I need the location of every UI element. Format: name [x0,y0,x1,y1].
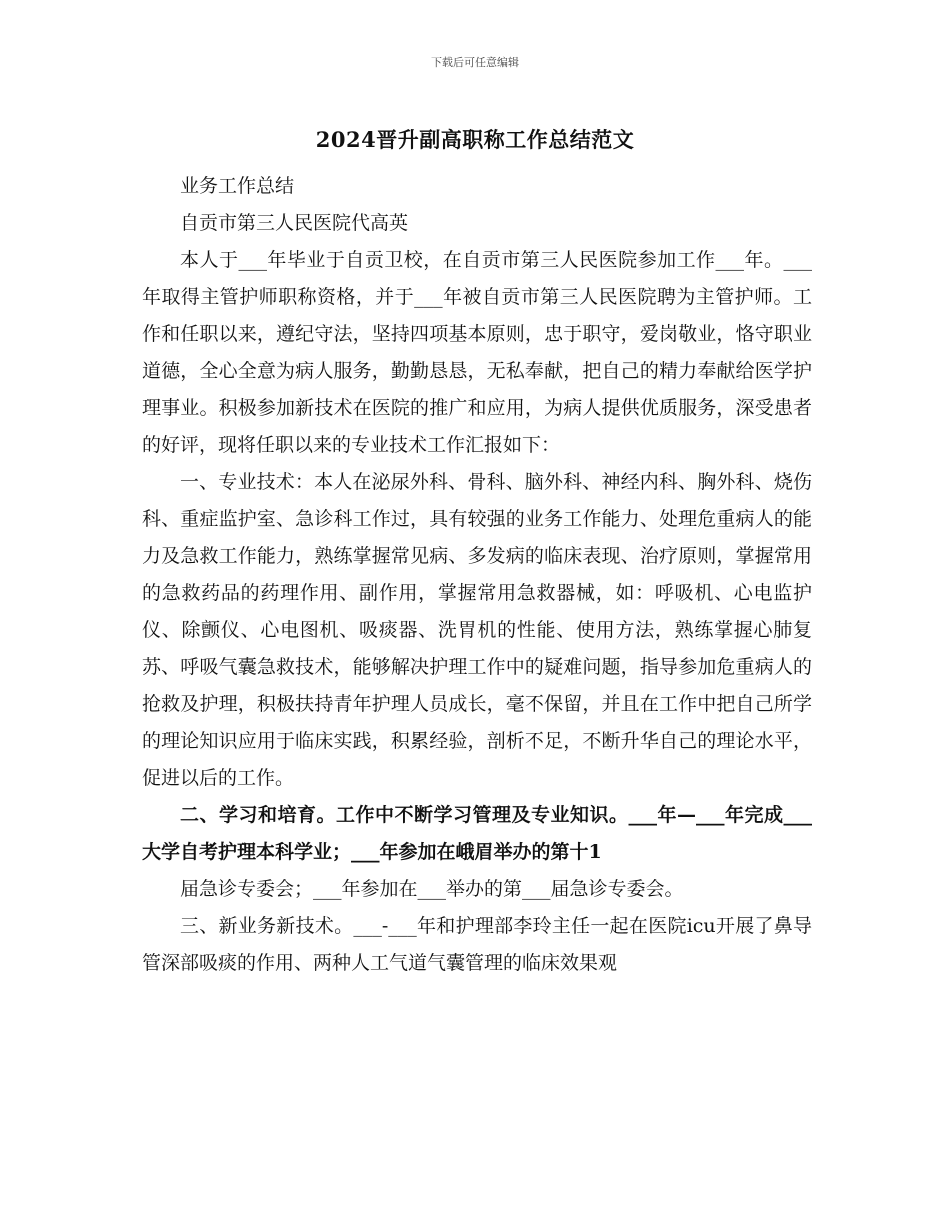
paragraph-new-techniques: 三、新业务新技术。___-___年和护理部李玲主任一起在医院icu开展了鼻导管深部吸痰的作用、两种人工气道气囊管理的临床效果观 [142,915,812,974]
paragraph-study-training: 二、学习和培育。工作中不断学习管理及专业知识。___年—___年完成___大学自考护理本科学业；___年参加在峨眉举办的第十1 [142,804,812,863]
paragraph-professional-skills: 一、专业技术：本人在泌尿外科、骨科、脑外科、神经内科、胸外科、烧伤科、重症监护室、急诊科工作过，具有较强的业务工作能力、处理危重病人的能力及急救工作能力，熟练掌握常见病、多发病的临床表现、治疗原则，掌握常用的急救药品的药理作用、副作用，掌握常用急救器械，如：呼吸机、心电监护仪、除颤仪、心电图机、吸痰器、洗胃机的性能、使用方法，熟练掌握心肺复苏、呼吸气囊急救技术，能够解决护理工作中的疑难问题，指导参加危重病人的抢救及护理，积极扶持青年护理人员成长，毫不保留，并且在工作中把自己所学的理论知识应用于临床实践，积累经验，剖析不足，不断升华自己的理论水平，促进以后的工作。 [142,471,812,789]
paragraph-section-label: 业务工作总结 [180,175,295,197]
paragraph-author: 自贡市第三人民医院代高英 [180,212,409,234]
header-note: 下载后可任意编辑 [431,56,519,69]
document-body [142,168,812,982]
paragraph-conferences: 届急诊专委会；___年参加在___举办的第___届急诊专委会。 [180,878,684,900]
paragraph-intro: 本人于___年毕业于自贡卫校，在自贡市第三人民医院参加工作___年。___年取得主管护师职称资格，并于___年被自贡市第三人民医院聘为主管护师。工作和任职以来，遵纪守法，坚持四项基本原则，忠于职守，爱岗敬业，恪守职业道德，全心全意为病人服务，勤勤恳恳，无私奉献，把自己的精力奉献给医学护理事业。积极参加新技术在医院的推广和应用，为病人提供优质服务，深受患者的好评，现将任职以来的专业技术工作汇报如下： [142,249,812,456]
document-title: 2024晋升副高职称工作总结范文 [315,127,635,152]
